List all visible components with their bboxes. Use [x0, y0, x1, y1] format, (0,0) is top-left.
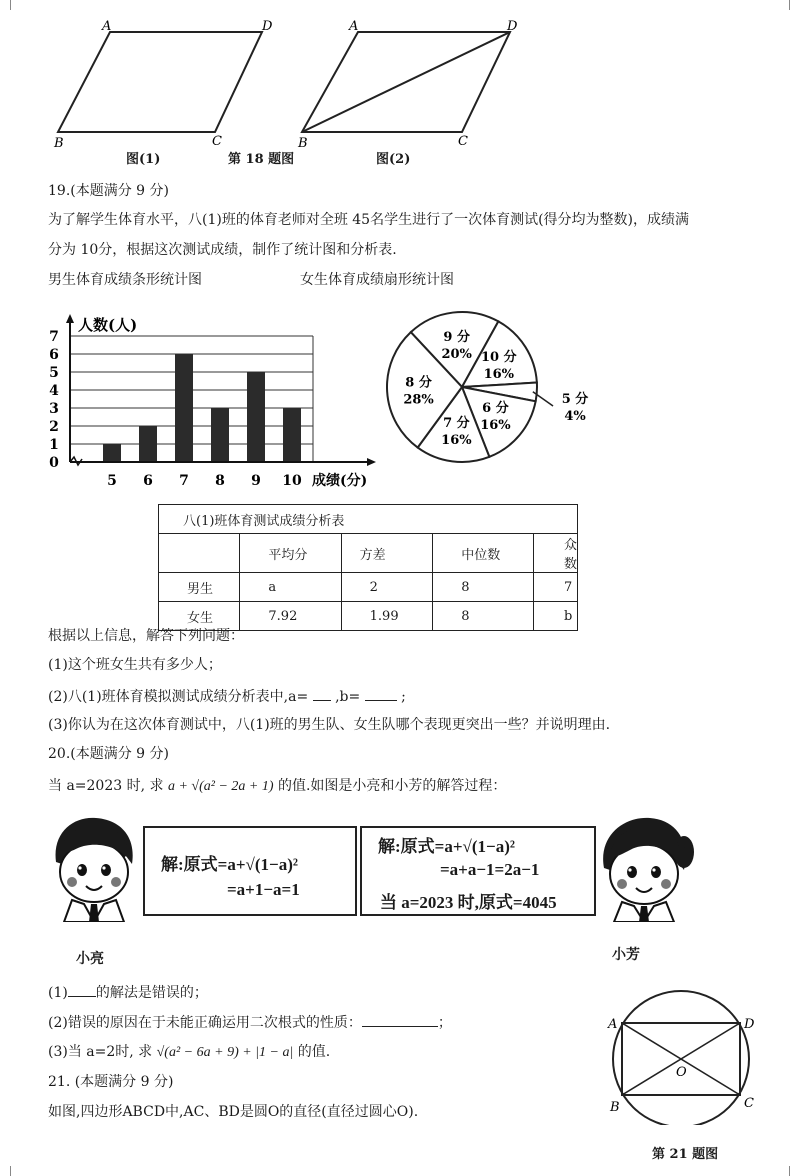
bar [211, 408, 229, 462]
q20-expression: a + √(a² − 2a + 1) [167, 779, 274, 794]
q20-sub3 [48, 1043, 330, 1062]
q20-sub1-text: 的解法是错误的； [95, 985, 208, 1001]
pie-slice-percent: 28% [403, 392, 434, 408]
label-d-fig2: D [507, 19, 518, 34]
x-tick-label: 5 [107, 473, 117, 489]
header-cell: 中位数 [433, 534, 534, 573]
x-tick-labels [107, 473, 302, 489]
q20-sub1-num: (1) [48, 985, 68, 1001]
pie-slice-label: 9 分 [443, 329, 470, 345]
bar [139, 426, 157, 462]
label-c-fig2: C [458, 134, 468, 149]
xiaofang-solution-box [360, 826, 596, 916]
pie-slice-percent: 16% [483, 366, 515, 382]
y-axis-label: 人数(人) [78, 316, 138, 334]
q19-sub1: (1)这个班女生共有多少人； [48, 657, 222, 673]
y-tick-label: 2 [49, 419, 59, 435]
q19-sub2-end: ; [401, 689, 406, 705]
q20-intro [48, 777, 506, 796]
x-tick-label: 7 [179, 473, 189, 489]
name-xiaoliang: 小亮 [76, 951, 104, 967]
answer-blank-a[interactable] [313, 686, 331, 701]
q20-intro-text: 当 a=2023 时, 求 [48, 778, 164, 794]
q20-sub3-expression: √(a² − 6a + 9) + |1 − a| [156, 1045, 294, 1060]
x-tick-label: 8 [215, 473, 225, 489]
pie-slice-percent: 16% [480, 417, 511, 433]
corner-mark-bottom-left [0, 1166, 11, 1176]
label-b-fig1: B [54, 136, 64, 151]
xiaofang-solution-line2: =a+a−1=2a−1 [440, 860, 540, 879]
q20-sub2-end: ； [437, 1015, 452, 1031]
x-tick-label: 9 [251, 473, 261, 489]
y-tick-label: 3 [49, 401, 59, 417]
answer-blank-b[interactable] [365, 686, 397, 701]
table-title: 八(1)班体育测试成绩分析表 [159, 505, 578, 534]
fig2-caption: 图(2) [376, 152, 411, 167]
label-d-fig21: D [744, 1017, 755, 1032]
q19-intro-line1: 为了解学生体育水平，八(1)班的体育老师对全班 45名学生进行了一次体育测试(得分均为整数)，成绩满 [48, 212, 690, 228]
label-d-fig1: D [262, 19, 273, 34]
pie-chart [380, 305, 600, 475]
table-title-row [159, 505, 578, 534]
table-row [159, 573, 578, 602]
answer-blank-reason[interactable] [362, 1012, 438, 1027]
bar-chart-title: 男生体育成绩条形统计图 [48, 272, 202, 288]
x-axis-arrow [367, 458, 376, 466]
q19-heading: 19.(本题满分 9 分) [48, 183, 169, 199]
diagonal-bd-fig2 [302, 32, 510, 132]
pie-slice-percent: 16% [441, 433, 472, 449]
bar-chart [40, 308, 380, 493]
pie-slice-label: 7 分 [443, 416, 470, 432]
table-cell: 男生 [159, 573, 240, 602]
pie-chart-title: 女生体育成绩扇形统计图 [300, 272, 454, 288]
y-tick-label: 5 [49, 365, 59, 381]
table-cell: 7 [533, 573, 577, 602]
table-cell: 2 [341, 573, 433, 602]
header-cell: 方差 [341, 534, 433, 573]
table-cell: 8 [433, 573, 534, 602]
q20-sub1 [48, 982, 208, 1002]
bar [247, 372, 265, 462]
table-header-row [159, 534, 578, 573]
fig1-caption: 图(1) [126, 152, 161, 167]
y-tick-label: 1 [49, 437, 59, 453]
label-a-fig21: A [608, 1017, 618, 1032]
q19-sub2 [48, 686, 406, 706]
answer-blank-name[interactable] [68, 982, 96, 997]
y-axis-arrow [66, 314, 74, 323]
xiaoliang-solution-line1: 解:原式=a+√(1−a)² [161, 855, 298, 874]
label-b-fig21: B [610, 1100, 620, 1115]
pie-slice-percent: 20% [441, 346, 472, 362]
pie-slice-label: 8 分 [405, 375, 432, 391]
analysis-table [158, 504, 578, 631]
q20-intro-rest: 的值.如图是小亮和小芳的解答过程： [277, 778, 507, 794]
pie-slice-label: 6 分 [482, 400, 509, 416]
q19-intro-line2: 分为 10分，根据这次测试成绩，制作了统计图和分析表. [48, 242, 397, 258]
fig-title-18: 第 18 题图 [228, 152, 295, 167]
q21-text: 如图,四边形ABCD中,AC、BD是圆O的直径(直径过圆心O). [48, 1104, 419, 1120]
boy-figure [44, 812, 144, 922]
pie-slice-label: 5 分 [561, 392, 589, 408]
x-axis-label: 成绩(分) [312, 473, 368, 489]
y-tick-label: 7 [49, 329, 59, 345]
q21-fig-caption: 第 21 题图 [652, 1147, 719, 1162]
xiaoliang-solution-line2: =a+1−a=1 [227, 880, 300, 899]
girl-figure [594, 812, 698, 922]
table-cell: 7.92 [240, 602, 341, 631]
bar [103, 444, 121, 462]
q18-figure [40, 10, 540, 170]
q20-sub2 [48, 1012, 452, 1032]
q21-heading: 21. (本题满分 9 分) [48, 1074, 174, 1090]
table-cell: 女生 [159, 602, 240, 631]
y-tick-label: 0 [49, 455, 59, 471]
q20-sub3-end: 的值. [297, 1044, 331, 1060]
q19-prompt: 根据以上信息，解答下列问题： [48, 628, 244, 644]
circle-o [613, 991, 749, 1125]
table-cell: b [533, 602, 577, 631]
q19-sub3: (3)你认为在这次体育测试中，八(1)班的男生队、女生队哪个表现更突出一些？并说明理由. [48, 717, 611, 733]
name-xiaofang: 小芳 [612, 947, 640, 963]
label-c-fig21: C [744, 1096, 754, 1111]
parallelogram-fig1 [58, 32, 262, 132]
label-b-fig2: B [298, 136, 308, 151]
q20-heading: 20.(本题满分 9 分) [48, 746, 169, 762]
xiaofang-solution-line3: 当 a=2023 时,原式=4045 [380, 893, 557, 912]
x-tick-label: 10 [282, 473, 302, 489]
q19-sub2-mid: ,b= [335, 689, 361, 705]
q19-sub2-text: (2)八(1)班体育模拟测试成绩分析表中,a= [48, 689, 309, 705]
q20-sub3-text: (3)当 a=2时, 求 [48, 1044, 153, 1060]
xiaoliang-solution-box [143, 826, 357, 916]
x-tick-label: 6 [143, 473, 153, 489]
table-cell: a [240, 573, 341, 602]
pie-slice-percent: 4% [564, 409, 586, 425]
label-o-fig21: O [676, 1065, 687, 1080]
pie-slice-label: 10 分 [480, 349, 517, 365]
q21-figure [600, 985, 770, 1125]
label-c-fig1: C [212, 134, 222, 149]
corner-mark-top-right [789, 0, 800, 10]
table-cell: 1.99 [341, 602, 433, 631]
label-a-fig1: A [102, 19, 112, 34]
table-cell: 8 [433, 602, 534, 631]
header-cell [159, 534, 240, 573]
y-tick-label: 6 [49, 347, 59, 363]
corner-mark-top-left [0, 0, 11, 10]
bar [283, 408, 301, 462]
y-tick-labels [49, 329, 59, 471]
q20-sub2-text: (2)错误的原因在于未能正确运用二次根式的性质： [48, 1015, 362, 1031]
y-tick-label: 4 [49, 383, 59, 399]
label-a-fig2: A [349, 19, 359, 34]
header-cell: 众数 [533, 534, 577, 573]
xiaofang-solution-line1: 解:原式=a+√(1−a)² [378, 837, 515, 856]
bar [175, 354, 193, 462]
corner-mark-bottom-right [789, 1166, 800, 1176]
header-cell: 平均分 [240, 534, 341, 573]
